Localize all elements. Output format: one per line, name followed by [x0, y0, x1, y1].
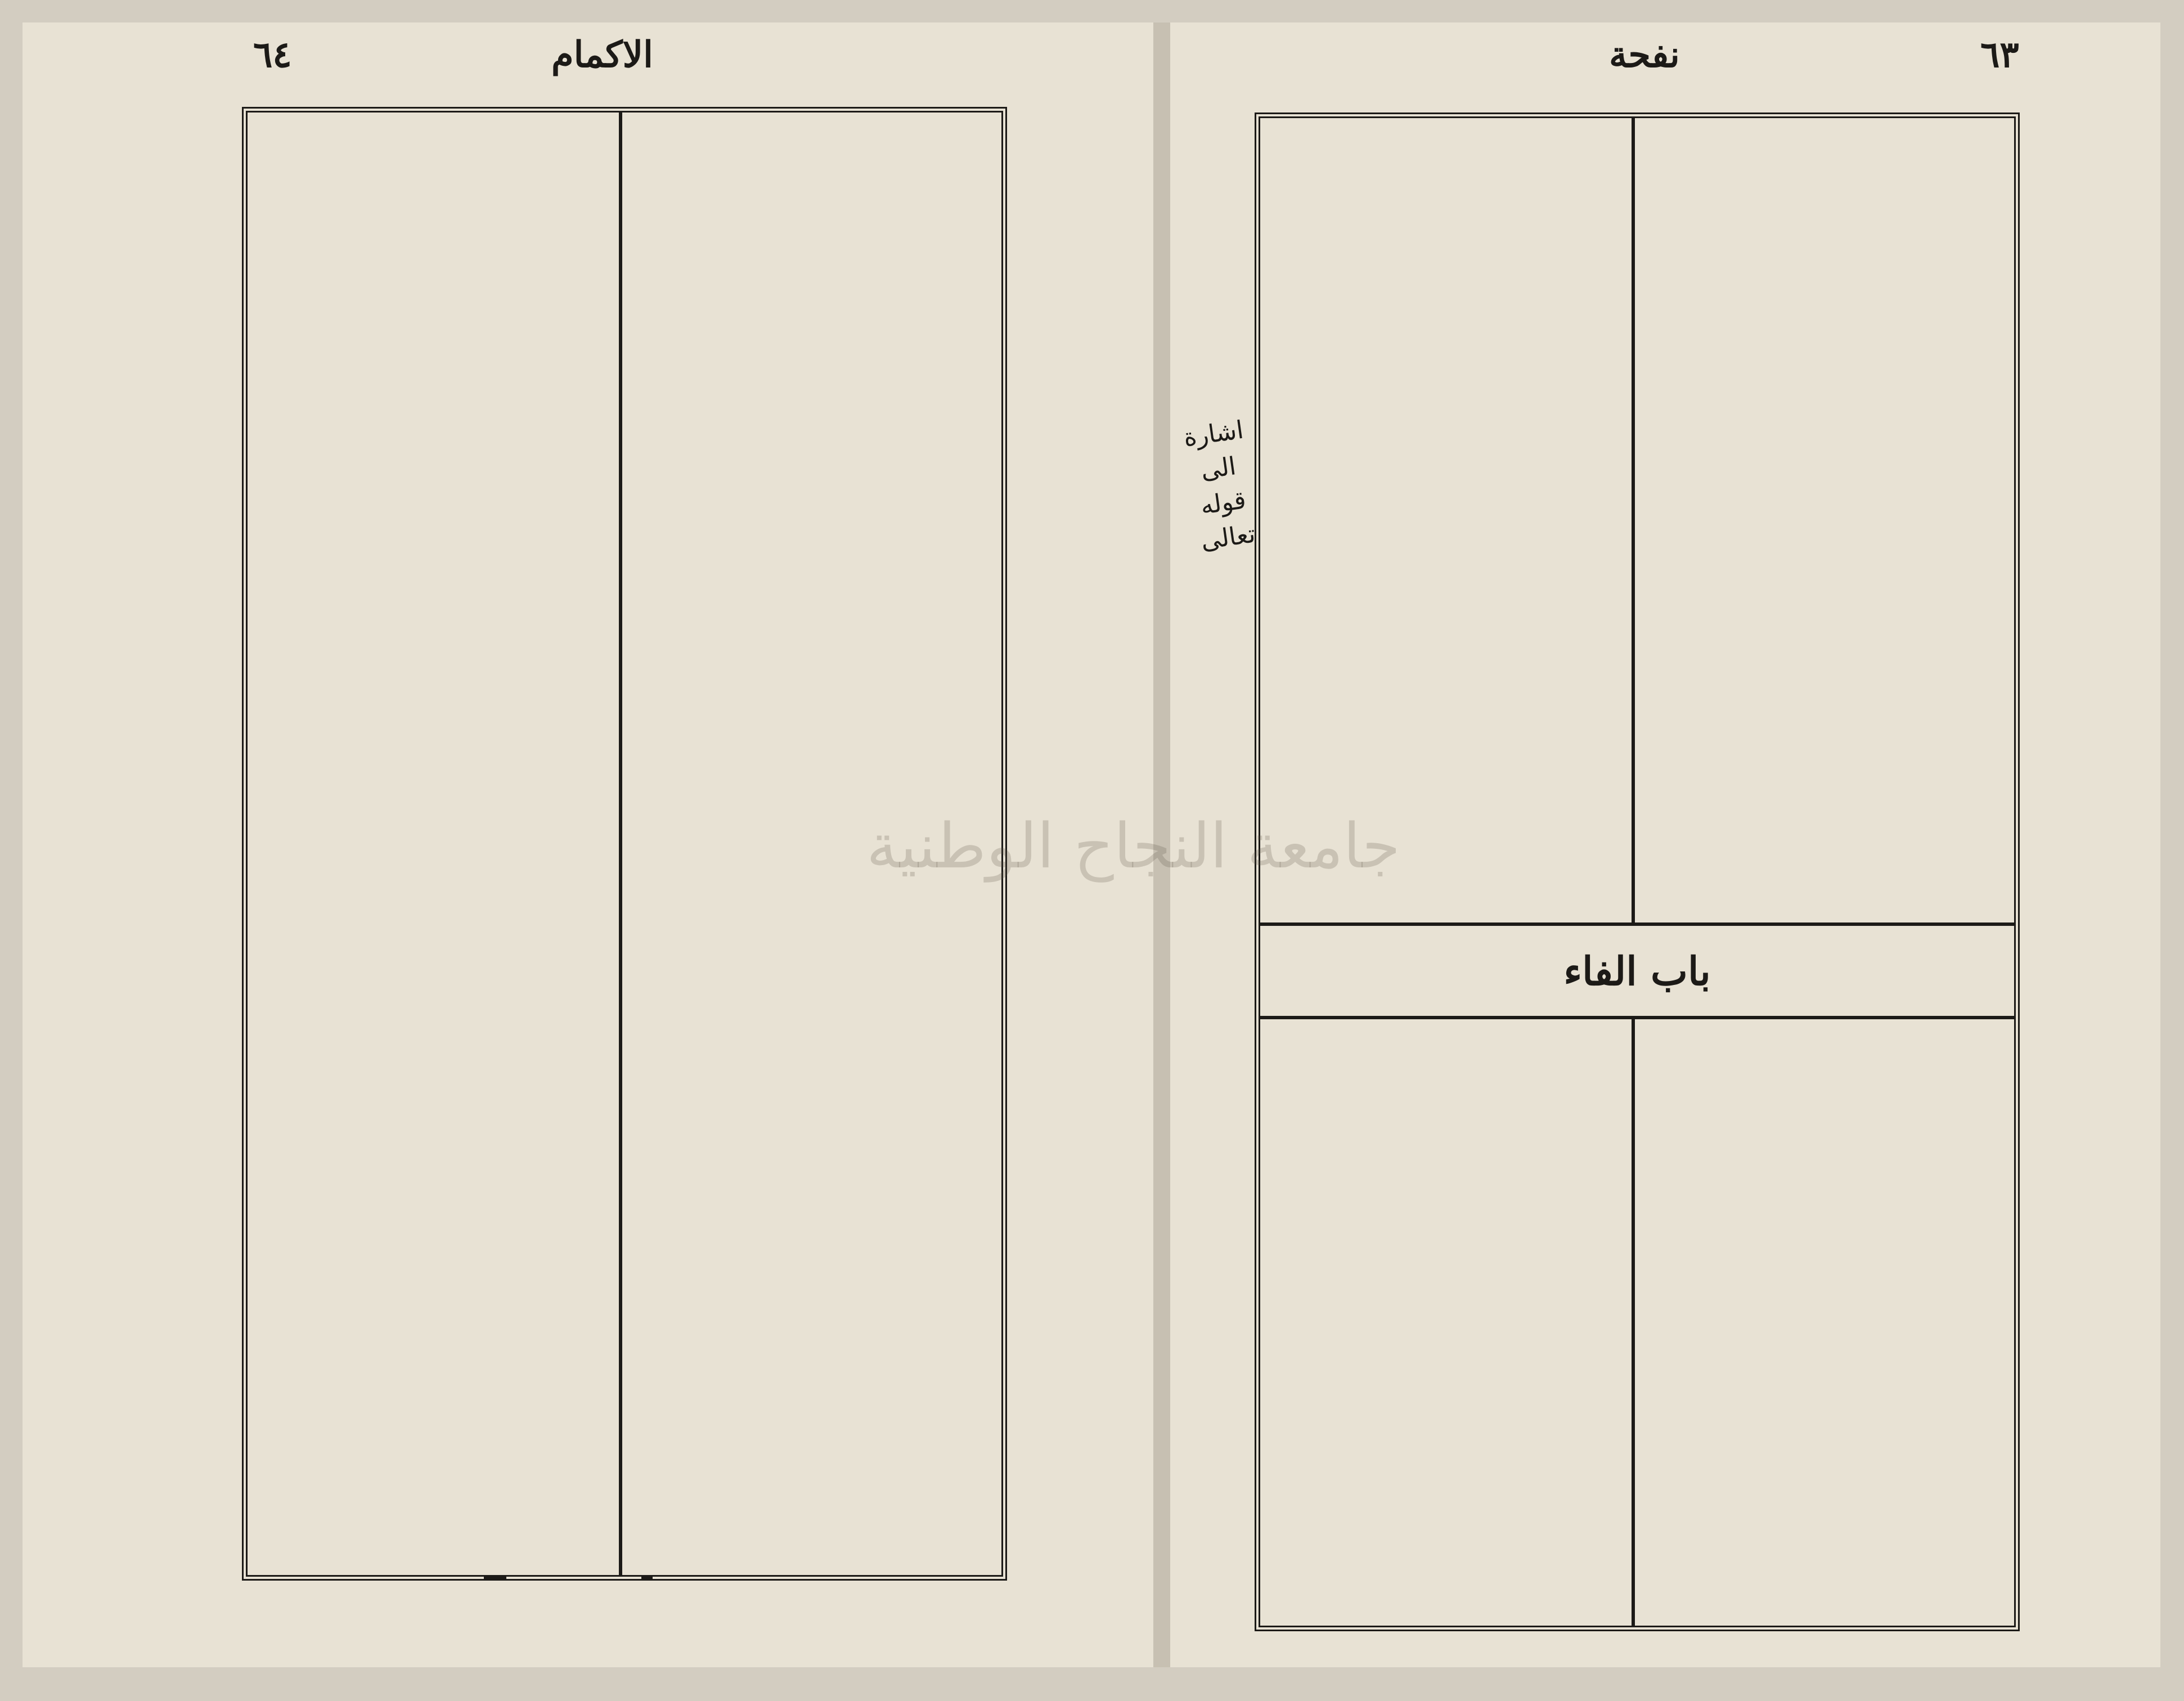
verse-line	[645, 907, 985, 946]
verse-line	[1657, 1198, 1997, 1238]
verse-line	[1657, 393, 1997, 432]
verse-line	[1277, 1198, 1615, 1238]
verse-line	[1277, 1306, 1615, 1346]
verse-line	[645, 466, 985, 505]
verse-line	[1277, 645, 1615, 684]
verse-line	[264, 1238, 602, 1277]
verse-line	[645, 411, 985, 450]
verse-line	[645, 686, 985, 726]
verse-line	[645, 1293, 985, 1332]
verse-line	[264, 1348, 602, 1387]
verse-line	[1657, 834, 1997, 873]
verse-line	[645, 1072, 985, 1112]
verse-line	[1277, 771, 1615, 810]
verse-line	[1277, 330, 1615, 369]
verse-line	[645, 1513, 985, 1552]
verse-line	[264, 1182, 602, 1222]
verse-line	[1657, 645, 1997, 684]
verse-line	[264, 1072, 602, 1112]
verse-line	[1277, 393, 1615, 432]
verse-line	[1657, 1576, 1997, 1616]
verse-line	[264, 1403, 602, 1442]
footer-mark	[641, 1575, 653, 1581]
verse-line	[645, 1458, 985, 1497]
verse-line	[264, 576, 602, 615]
verse-line	[645, 521, 985, 560]
verse-line	[1277, 1468, 1615, 1508]
verse-line	[645, 1182, 985, 1222]
verse-line	[1657, 1252, 1997, 1292]
verse-line	[264, 190, 602, 230]
right-top-block	[1260, 118, 2014, 922]
right-bottom-block	[1260, 1019, 2014, 1626]
verse-line	[264, 411, 602, 450]
verse-line	[1657, 582, 1997, 621]
verse-line	[1657, 1144, 1997, 1184]
verse-line	[1277, 204, 1615, 243]
verse-line	[264, 1513, 602, 1552]
verse-line	[645, 190, 985, 230]
verse-line	[1277, 582, 1615, 621]
left-column-a	[248, 112, 622, 1575]
verse-line	[1277, 1414, 1615, 1454]
verse-line	[1657, 708, 1997, 747]
verse-line	[645, 1348, 985, 1387]
verse-line	[645, 135, 985, 174]
verse-line	[264, 796, 602, 836]
verse-line	[1657, 1360, 1997, 1400]
left-running-head: الاكمام	[551, 34, 653, 76]
verse-line	[1277, 708, 1615, 747]
verse-line	[264, 1017, 602, 1056]
left-page-number: ٦٤	[253, 34, 292, 76]
verse-line	[645, 300, 985, 340]
verse-line	[1657, 519, 1997, 558]
verse-line	[1657, 1468, 1997, 1508]
verse-line	[264, 521, 602, 560]
right-bottom-column-b	[1641, 1019, 2014, 1626]
verse-line	[1277, 267, 1615, 306]
verse-line	[264, 135, 602, 174]
footer-mark	[484, 1575, 506, 1581]
verse-line	[264, 1293, 602, 1332]
verse-line	[1657, 330, 1997, 369]
verse-line	[1657, 1522, 1997, 1562]
verse-line	[1277, 456, 1615, 495]
verse-line	[264, 852, 602, 891]
verse-line	[645, 741, 985, 781]
verse-line	[264, 1458, 602, 1497]
verse-line	[264, 907, 602, 946]
verse-line	[645, 1017, 985, 1056]
verse-line	[1657, 771, 1997, 810]
margin-note: اشارة الى قوله تعالى	[1181, 415, 1257, 556]
verse-line	[264, 245, 602, 285]
verse-line	[1277, 519, 1615, 558]
verse-line	[645, 631, 985, 670]
verse-line	[264, 962, 602, 1001]
verse-line	[645, 356, 985, 395]
verse-line	[645, 1238, 985, 1277]
verse-line	[1657, 1090, 1997, 1130]
verse-line	[645, 576, 985, 615]
verse-line	[1657, 1306, 1997, 1346]
verse-line	[1657, 1414, 1997, 1454]
verse-line	[1277, 141, 1615, 180]
verse-line	[1657, 1036, 1997, 1076]
verse-line	[1657, 267, 1997, 306]
verse-line	[1657, 141, 1997, 180]
verse-line	[1277, 1252, 1615, 1292]
right-top-column-b	[1641, 118, 2014, 922]
verse-line	[645, 245, 985, 285]
library-watermark: جامعة النجاح الوطنية	[866, 810, 1401, 882]
verse-line	[1657, 204, 1997, 243]
verse-line	[1657, 456, 1997, 495]
verse-line	[264, 300, 602, 340]
verse-line	[264, 741, 602, 781]
verse-line	[1277, 1576, 1615, 1616]
verse-line	[645, 1403, 985, 1442]
verse-line	[1277, 1036, 1615, 1076]
verse-line	[1277, 1522, 1615, 1562]
verse-line	[1277, 1144, 1615, 1184]
verse-line	[264, 466, 602, 505]
verse-line	[645, 962, 985, 1001]
right-bottom-column-a	[1260, 1019, 1635, 1626]
verse-line	[264, 686, 602, 726]
verse-line	[264, 356, 602, 395]
section-title: باب الفاء	[1260, 922, 2014, 1019]
verse-line	[1277, 1090, 1615, 1130]
right-top-column-a	[1260, 118, 1635, 922]
verse-line	[1277, 1360, 1615, 1400]
verse-line	[264, 631, 602, 670]
right-running-head: نفحة	[1609, 34, 1680, 76]
verse-line	[645, 1127, 985, 1167]
verse-line	[264, 1127, 602, 1167]
right-page-number: ٦٣	[1980, 34, 2019, 76]
